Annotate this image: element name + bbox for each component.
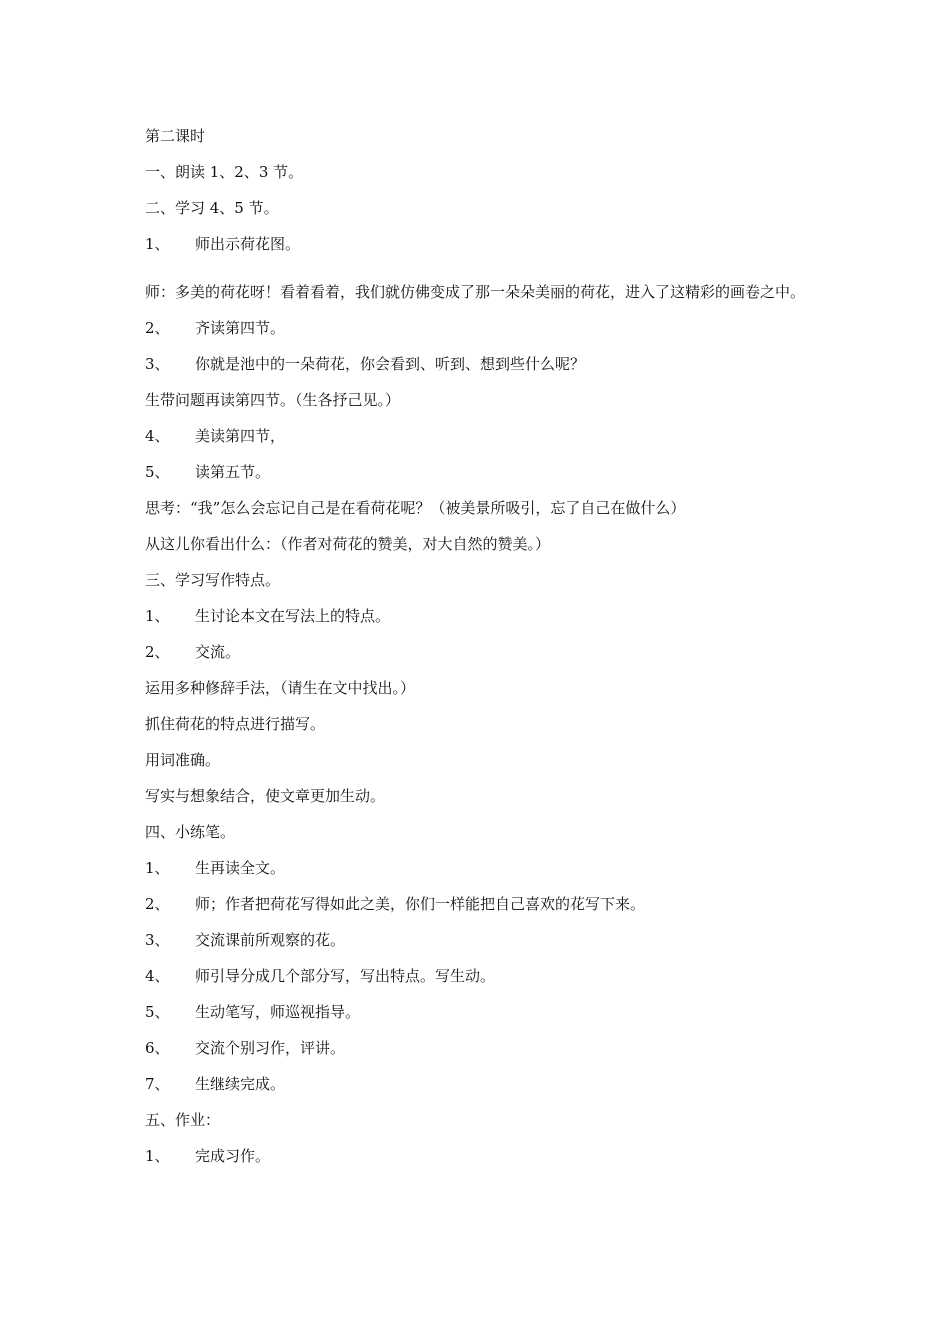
paragraph: 写实与想象结合，使文章更加生动。: [145, 787, 386, 805]
paragraph: 运用多种修辞手法，（请生在文中找出。）: [145, 679, 416, 697]
paragraph: 抓住荷花的特点进行描写。: [145, 715, 326, 733]
section-heading: 四、小练笔。: [145, 823, 236, 841]
list-item: 4、 美读第四节，: [145, 427, 286, 445]
list-item: 1、 生再读全文。: [145, 859, 286, 877]
list-item: 4、 师引导分成几个部分写，写出特点。写生动。: [145, 967, 496, 985]
lesson-title: 第二课时: [145, 127, 206, 145]
list-item: 6、 交流个别习作，评讲。: [145, 1039, 346, 1057]
list-item: 3、 你就是池中的一朵荷花，你会看到、听到、想到些什么呢？: [145, 355, 586, 373]
paragraph: 师：多美的荷花呀！看着看着，我们就仿佛变成了那一朵朵美丽的荷花，进入了这精彩的画卷之中。: [145, 283, 806, 301]
list-item: 1、 完成习作。: [145, 1147, 271, 1165]
section-heading: 一、朗读 1、2、3 节。: [145, 163, 304, 181]
list-item: 7、 生继续完成。: [145, 1075, 286, 1093]
list-item: 2、 齐读第四节。: [145, 319, 286, 337]
list-item: 1、 生讨论本文在写法上的特点。: [145, 607, 391, 625]
paragraph: 生带问题再读第四节。（生各抒己见。）: [145, 391, 401, 409]
section-heading: 二、学习 4、5 节。: [145, 199, 279, 217]
list-item: 2、 师；作者把荷花写得如此之美，你们一样能把自己喜欢的花写下来。: [145, 895, 646, 913]
paragraph: 用词准确。: [145, 751, 221, 769]
paragraph: 思考：“我”怎么会忘记自己是在看荷花呢？（被美景所吸引，忘了自己在做什么）: [145, 499, 686, 517]
section-heading: 三、学习写作特点。: [145, 571, 281, 589]
list-item: 5、 生动笔写，师巡视指导。: [145, 1003, 361, 1021]
list-item: 2、 交流。: [145, 643, 241, 661]
list-item: 3、 交流课前所观察的花。: [145, 931, 346, 949]
document-body: [145, 126, 825, 1182]
list-item: 1、 师出示荷花图。: [145, 235, 301, 253]
list-item: 5、 读第五节。: [145, 463, 271, 481]
section-heading: 五、作业：: [145, 1111, 221, 1129]
paragraph: 从这儿你看出什么：（作者对荷花的赞美，对大自然的赞美。）: [145, 535, 551, 553]
